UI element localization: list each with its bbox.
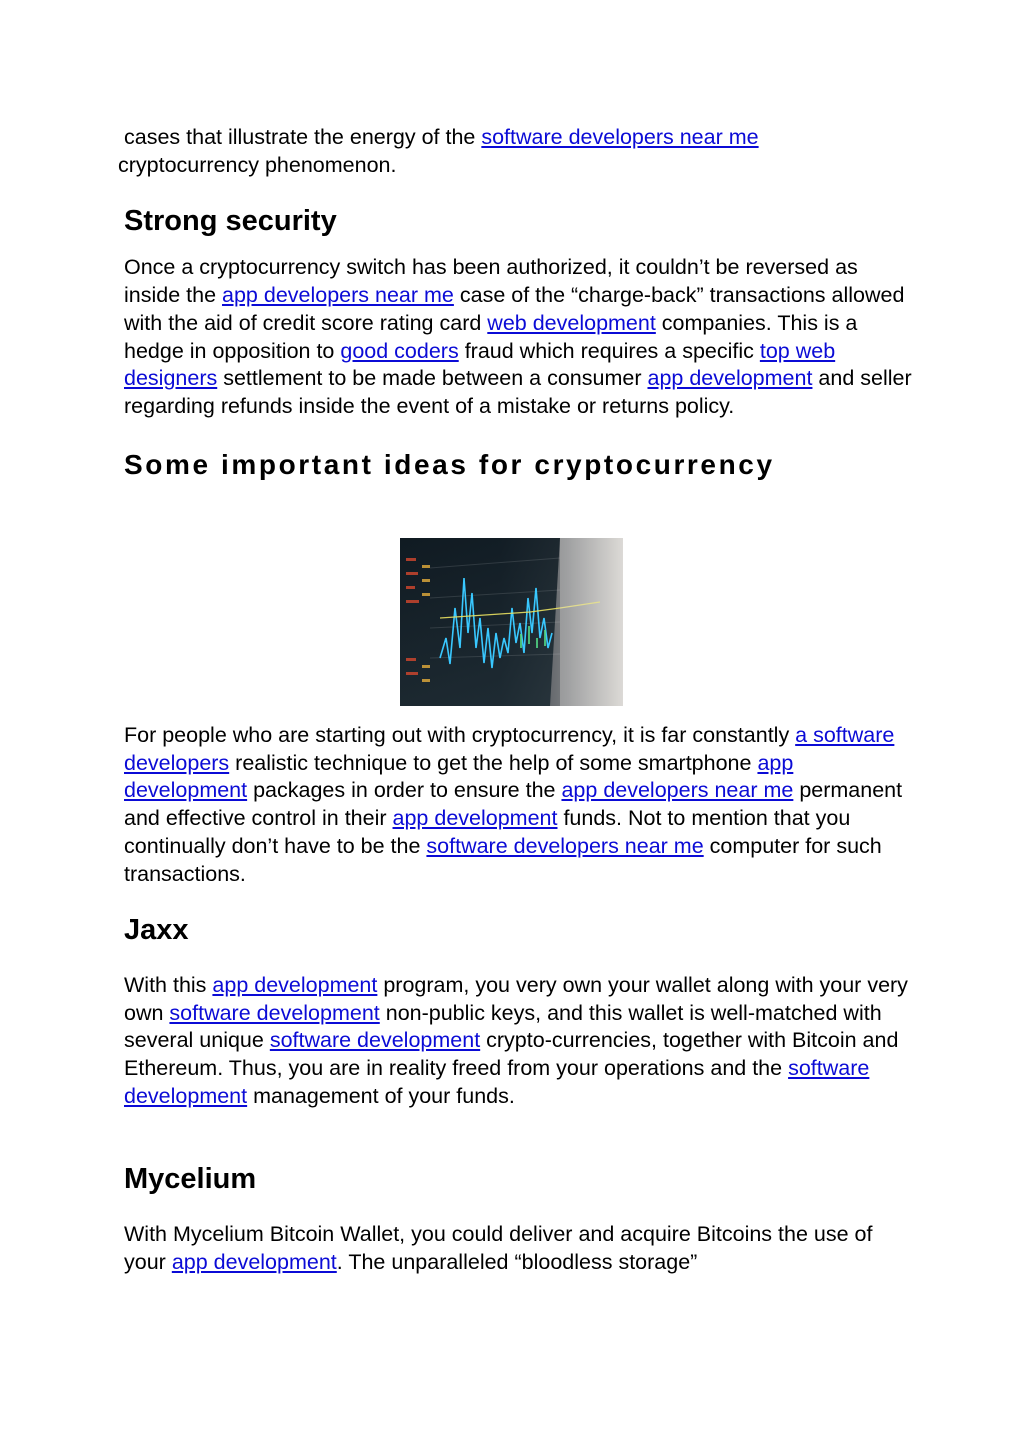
text: non-public keys, and this wallet is well-matched with several unique [124,1000,882,1053]
link-software-development[interactable]: software development [124,1056,870,1108]
text: packages in order to ensure the [247,778,562,803]
text: fraud which requires a specific [458,338,760,363]
link-app-development[interactable]: app development [392,806,558,831]
link-top-web-designers[interactable]: top web designers [124,338,836,391]
jaxx-paragraph [124,972,914,1111]
link-app-developers-near-me[interactable]: app developers near me [222,283,454,308]
link-app-development[interactable]: app development [212,973,378,997]
text: . The unparalleled “bloodless storage” [336,1249,698,1274]
link-a-software-developers[interactable]: a software developers [124,723,895,775]
link-app-developers-near-me[interactable]: app developers near me [561,778,794,803]
people-paragraph [124,722,914,888]
text: For people who are starting out with cryptocurrency, it is far constantly [124,723,796,747]
security-paragraph [124,254,914,420]
link-app-development[interactable]: app development [124,750,794,803]
text: companies. This is a hedge in opposition to [124,310,858,363]
link-app-development[interactable]: app development [171,1249,337,1274]
text: Once a cryptocurrency switch has been authorized, it couldn’t be reversed as inside the [124,255,858,308]
link-good-coders[interactable]: good coders [340,338,459,363]
heading-strong-security: Strong security [124,205,337,238]
text: computer for such transactions. [124,833,882,886]
link-software-development[interactable]: software development [169,1000,380,1025]
intro-paragraph [118,124,914,179]
text: cases that illustrate the energy of the [124,125,482,149]
text: With this [124,973,213,997]
text: case of the “charge-back” transactions allowed with the aid of credit score rating card [124,283,905,335]
link-app-development[interactable]: app development [647,366,813,391]
text: permanent and effective control in their [124,778,903,831]
document-page [118,124,914,1274]
mycelium-paragraph [124,1221,914,1276]
text: and seller regarding refunds inside the event of a mistake or returns policy. [124,366,912,418]
text: With Mycelium Bitcoin Wallet, you could deliver and acquire Bitcoins the use of your [124,1222,873,1274]
text: funds. Not to mention that you continually don’t have to be the [124,806,851,858]
text: cryptocurrency phenomenon. [118,152,397,177]
trading-chart-photo [400,538,623,706]
link-web-development[interactable]: web development [487,310,656,335]
link-software-developers-near-me[interactable]: software developers near me [481,125,759,149]
text: management of your funds. [247,1083,515,1108]
heading-important-ideas: Some important ideas for cryptocurrency [124,448,775,480]
text: realistic technique to get the help of some smartphone [229,750,758,775]
text: settlement to be made between a consumer [217,366,648,391]
heading-mycelium: Mycelium [124,1163,257,1195]
text: program, you very own your wallet along with your very own [124,973,908,1025]
heading-jaxx: Jaxx [124,914,189,946]
trading-chart-image [400,538,623,706]
text: crypto-currencies, together with Bitcoin and Ethereum. Thus, you are in reality freed from your operations and the [124,1028,899,1081]
link-software-development[interactable]: software development [269,1028,481,1053]
link-software-developers-near-me[interactable]: software developers near me [426,833,704,858]
